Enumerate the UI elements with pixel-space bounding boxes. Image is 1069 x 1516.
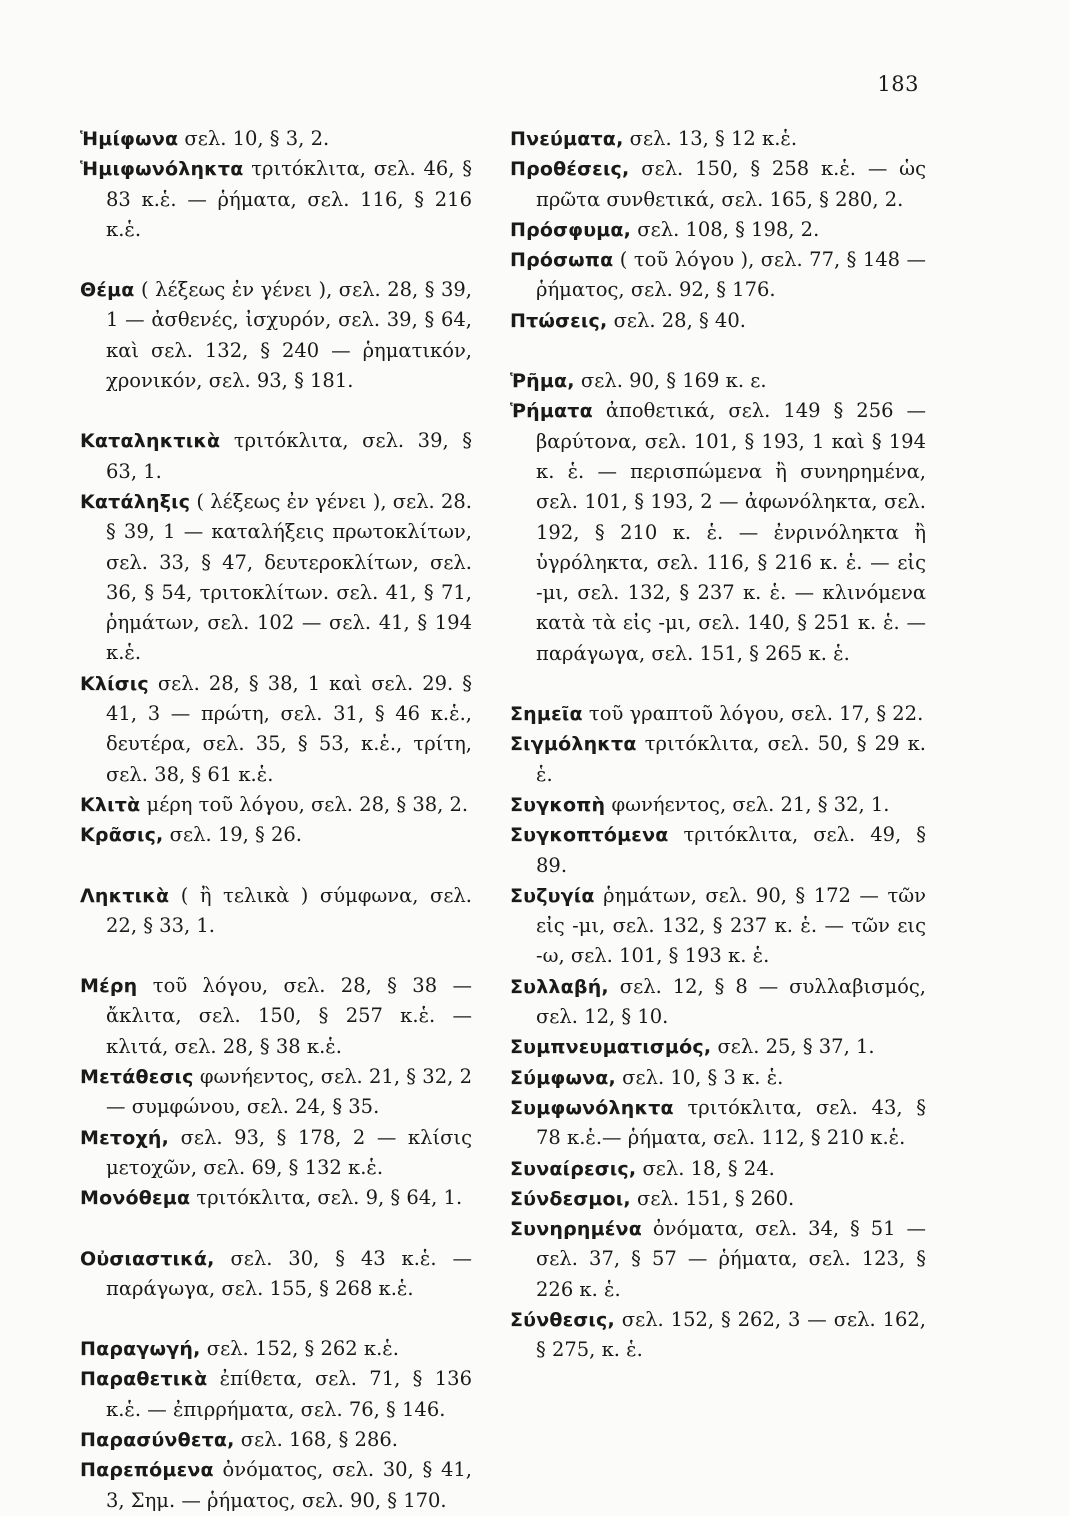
index-references: ( λέξεως ἐν γένει ), σελ. 28, § 39, 1 — ἀσθενές, ἰσχυρόν, σελ. 39, § 64, καὶ σελ. 132, § 240 — ῥηματικόν, χρονικόν, σελ. 93, § 181. (106, 278, 472, 393)
index-references: φωνήεντος, σελ. 21, § 32, 1. (605, 792, 890, 816)
index-references: ὀνόματος, σελ. 30, § 41, 3, Σημ. — ῥήματος, σελ. 90, § 170. (106, 1458, 472, 1512)
index-entry (80, 790, 472, 820)
index-term: Κρᾶσις, (80, 824, 164, 847)
index-entry (80, 820, 472, 850)
index-term: Μετάθεσις (80, 1066, 194, 1089)
index-term: Μονόθεμα (80, 1187, 191, 1210)
index-term: Παρασύνθετα, (80, 1428, 235, 1451)
index-term: Μετοχή, (80, 1126, 170, 1149)
index-term: Συμφωνόληκτα (510, 1096, 674, 1119)
index-entry (510, 972, 926, 1033)
index-term: Κλιτὰ (80, 793, 141, 816)
index-references: σελ. 152, § 262, 3 — σελ. 162, § 275, κ. ἑ. (536, 1307, 926, 1362)
index-references: σελ. 13, § 12 κ.ἑ. (623, 127, 798, 150)
index-references: ῥημάτων, σελ. 90, § 172 — τῶν εἰς -μι, σελ. 132, § 237 κ. ἑ. — τῶν εις -ω, σελ. 101, § 193 κ. ἑ. (536, 883, 926, 968)
index-term: Συνηρημένα (510, 1218, 642, 1241)
index-term: Σημεῖα (510, 703, 583, 726)
entry-gap (80, 1304, 472, 1334)
index-entry (510, 699, 926, 729)
index-column-right (510, 124, 926, 1366)
index-entry (510, 396, 926, 669)
index-term: Ληκτικὰ (80, 884, 170, 907)
index-references: τριτόκλιτα, σελ. 43, § 78 κ.ἑ.— ῥήματα, σελ. 112, § 210 κ.ἑ. (536, 1095, 926, 1150)
entry-gap (80, 396, 472, 426)
index-references: σελ. 151, § 260. (630, 1186, 795, 1210)
index-entry (80, 1183, 472, 1213)
index-term: Θέμα (80, 279, 135, 302)
index-entry (510, 1154, 926, 1184)
index-entry (80, 669, 472, 790)
entry-gap (80, 245, 472, 275)
index-term: Ῥῆμα, (510, 370, 575, 393)
index-term: Κατάληξις (80, 490, 191, 513)
index-entry (80, 275, 472, 396)
index-references: σελ. 25, § 37, 1. (711, 1035, 875, 1059)
index-entry (80, 124, 472, 154)
index-entry (510, 154, 926, 215)
index-term: Ἡμιφωνόληκτα (80, 158, 244, 181)
index-entry (510, 790, 926, 820)
index-entry (80, 1123, 472, 1184)
index-term: Ῥήματα (510, 400, 593, 423)
index-entry (510, 1184, 926, 1214)
index-references: ( ἢ τελικὰ ) σύμφωνα, σελ. 22, § 33, 1. (106, 883, 472, 937)
index-references: σελ. 10, § 3 κ. ἑ. (615, 1065, 784, 1089)
index-references: τοῦ γραπτοῦ λόγου, σελ. 17, § 22. (582, 702, 924, 726)
index-entry (80, 881, 472, 942)
index-entry (80, 1455, 472, 1516)
index-references: τοῦ λόγου, σελ. 28, § 38 — ἄκλιτα, σελ. 150, § 257 κ.ἑ. — κλιτά, σελ. 28, § 38 κ.ἑ. (106, 974, 472, 1058)
index-references: τριτόκλιτα, σελ. 49, § 89. (536, 823, 926, 877)
index-term: Πρόσφυμα, (510, 218, 632, 241)
index-term: Σύμφωνα, (510, 1066, 616, 1089)
index-references: σελ. 10, § 3, 2. (178, 127, 330, 150)
entry-gap (80, 851, 472, 881)
index-references: σελ. 28, § 40. (607, 308, 746, 332)
index-term: Προθέσεις, (510, 158, 630, 181)
index-entry (510, 881, 926, 972)
index-term: Πνεύματα, (510, 128, 624, 150)
index-entry (80, 1364, 472, 1425)
index-term: Συμπνευματισμός, (510, 1036, 712, 1059)
index-entry (80, 1334, 472, 1364)
index-entry (510, 1093, 926, 1154)
index-term: Καταληκτικὰ (80, 430, 221, 453)
index-term: Οὐσιαστικά, (80, 1247, 215, 1270)
index-term: Μέρη (80, 975, 138, 998)
index-column-left (80, 124, 472, 1516)
index-references: σελ. 12, § 8 — συλλαβισμός, σελ. 12, § 10. (536, 974, 926, 1029)
index-references: τριτόκλιτα, σελ. 9, § 64, 1. (190, 1186, 463, 1210)
index-term: Συγκοπὴ (510, 793, 606, 816)
index-references: σελ. 18, § 24. (636, 1156, 775, 1180)
entry-gap (510, 336, 926, 366)
index-references: τριτόκλιτα, σελ. 39, § 63, 1. (106, 429, 472, 483)
index-entry (510, 820, 926, 881)
entry-gap (510, 669, 926, 699)
index-term: Σύνθεσις, (510, 1308, 615, 1331)
index-entry (80, 1425, 472, 1455)
index-term: Πτώσεις, (510, 309, 608, 332)
index-entry (510, 1214, 926, 1305)
index-references: σελ. 150, § 258 κ.ἑ. — ὡς πρῶτα συνθετικά, σελ. 165, § 280, 2. (536, 157, 926, 211)
index-term: Συγκοπτόμενα (510, 824, 669, 847)
index-references: τριτόκλιτα, σελ. 46, § 83 κ.ἑ. — ῥήματα, σελ. 116, § 216 κ.ἑ. (106, 157, 472, 241)
index-references: ἐπίθετα, σελ. 71, § 136 κ.ἑ. — ἐπιρρήματα, σελ. 76, § 146. (106, 1367, 472, 1421)
index-term: Σύνδεσμοι, (510, 1187, 631, 1210)
index-term: Παραθετικὰ (80, 1368, 208, 1391)
index-entry (80, 426, 472, 487)
index-entry (510, 1063, 926, 1093)
index-references: σελ. 90, § 169 κ. ε. (574, 369, 767, 393)
index-references: ἀποθετικά, σελ. 149 § 256 — βαρύτονα, σελ. 101, § 193, 1 καὶ § 194 κ. ἑ. — περισπώμενα ἢ συνηρημένα, σελ. 101, § 193, 2 — ἀφωνόληκτα, σελ. 192, § 210 κ. ἑ. — ἐνρινόληκτα ἢ ὑγρόληκτα, σελ. 116, § 216 κ. ἑ. — εἰς -μι, σελ. 132, § 237 κ. ἑ. — κλινόμενα κατὰ τὰ εἰς -μι, σελ. 140, § 251 κ. ἑ. — παράγωγα, σελ. 151, § 265 κ. ἑ. (536, 399, 926, 665)
index-entry (510, 245, 926, 306)
index-entry (80, 1062, 472, 1123)
entry-gap (80, 941, 472, 971)
index-term: Σιγμόληκτα (510, 733, 637, 756)
index-references: σελ. 19, § 26. (163, 823, 303, 847)
entry-gap (80, 1214, 472, 1244)
index-entry (510, 1305, 926, 1366)
index-term: Συλλαβή, (510, 975, 609, 998)
index-references: ( λέξεως ἐν γένει ), σελ. 28. § 39, 1 — καταλήξεις πρωτοκλίτων, σελ. 33, § 47, δευτεροκλίτων, σελ. 36, § 54, τριτοκλίτων. σελ. 41, § 71, ῥημάτων, σελ. 102 — σελ. 41, § 194 κ.ἑ. (106, 489, 472, 665)
index-references: φωνήεντος, σελ. 21, § 32, 2 — συμφώνου, σελ. 24, § 35. (106, 1065, 472, 1119)
index-references: σελ. 93, § 178, 2 — κλίσις μετοχῶν, σελ. 69, § 132 κ.ἑ. (106, 1125, 472, 1179)
index-term: Παραγωγή, (80, 1338, 201, 1361)
index-term: Παρεπόμενα (80, 1459, 214, 1482)
index-entry (510, 124, 926, 154)
index-entry (510, 1032, 926, 1062)
index-term: Πρόσωπα (510, 249, 614, 272)
index-references: τριτόκλιτα, σελ. 50, § 29 κ. ἑ. (536, 732, 926, 786)
index-references: σελ. 108, § 198, 2. (631, 217, 820, 241)
index-entry (80, 487, 472, 669)
index-entry (80, 154, 472, 245)
index-references: σελ. 30, § 43 κ.ἑ. — παράγωγα, σελ. 155, § 268 κ.ἑ. (106, 1246, 472, 1300)
index-references: σελ. 28, § 38, 1 καὶ σελ. 29. § 41, 3 — πρώτη, σελ. 31, § 46 κ.ἑ., δευτέρα, σελ. 35, § 53, κ.ἑ., τρίτη, σελ. 38, § 61 κ.ἑ. (106, 671, 472, 786)
index-references: ὀνόματα, σελ. 34, § 51 — σελ. 37, § 57 — ῥήματα, σελ. 123, § 226 κ. ἑ. (536, 1217, 926, 1301)
index-references: σελ. 152, § 262 κ.ἑ. (200, 1337, 399, 1361)
index-references: μέρη τοῦ λόγου, σελ. 28, § 38, 2. (140, 792, 469, 816)
index-entry (510, 366, 926, 396)
index-term: Ἡμίφωνα (80, 128, 179, 150)
index-term: Συναίρεσις, (510, 1157, 637, 1180)
index-term: Συζυγία (510, 884, 595, 907)
index-entry (80, 1244, 472, 1305)
index-term: Κλίσις (80, 672, 149, 695)
index-references: ( τοῦ λόγου ), σελ. 77, § 148 — ῥήματος, σελ. 92, § 176. (536, 248, 926, 302)
index-entry (510, 306, 926, 336)
index-references: σελ. 168, § 286. (234, 1427, 398, 1451)
index-entry (80, 971, 472, 1062)
index-entry (510, 729, 926, 790)
index-entry (510, 215, 926, 245)
page-number: 183 (877, 72, 919, 96)
